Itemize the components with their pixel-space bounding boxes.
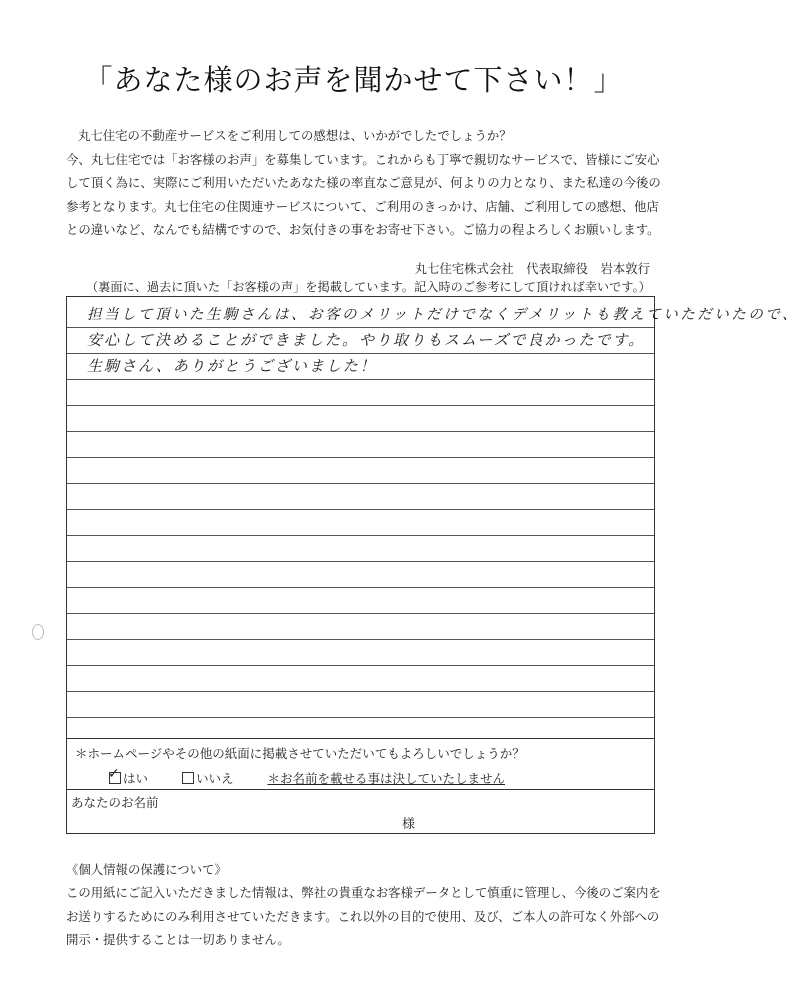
writing-line xyxy=(67,613,654,614)
privacy-title: 《個人情報の保護について》 xyxy=(66,862,227,877)
writing-line xyxy=(67,665,654,666)
writing-line xyxy=(67,561,654,562)
option-no[interactable] xyxy=(182,769,234,787)
option-yes-label: はい xyxy=(123,771,149,786)
privacy-line: 開示・提供することは一切ありません。 xyxy=(66,932,290,947)
intro-line: 丸七住宅の不動産サービスをご利用しての感想は、いかがでしたでしょうか？ xyxy=(78,128,512,143)
handwritten-comment-line[interactable]: 担当して頂いた生駒さんは、お客のメリットだけでなくデメリットも教えていただいたので、 xyxy=(87,307,799,323)
writing-line xyxy=(67,431,654,432)
name-field-label: あなたのお名前 xyxy=(71,795,159,810)
no-checkbox[interactable] xyxy=(182,772,194,784)
writing-line xyxy=(67,353,654,354)
writing-line xyxy=(67,535,654,536)
intro-line: 今、丸七住宅では「お客様のお声」を募集しています。これからも丁寧で親切なサービスで、皆様にご安心 xyxy=(66,151,660,167)
writing-line xyxy=(67,379,654,380)
writing-line xyxy=(67,717,654,718)
intro-line: との違いなど、なんでも結構ですので、お気付きの事をお寄せ下さい。ご協力の程よろしくお願いします。 xyxy=(66,222,660,237)
yes-checkbox[interactable] xyxy=(108,766,121,784)
writing-line xyxy=(67,405,654,406)
writing-line xyxy=(67,587,654,588)
comment-form xyxy=(66,296,799,834)
writing-line xyxy=(67,457,654,458)
name-privacy-note: ＊お名前を載せる事は決していたしません xyxy=(267,771,506,786)
writing-line xyxy=(67,639,654,640)
check-icon: ✓ xyxy=(108,766,120,782)
privacy-line: お送りするためにのみ利用させていただきます。これ以外の目的で使用、及び、ご本人の許可なく外部への xyxy=(66,908,660,924)
binding-hole-mark xyxy=(32,624,44,640)
option-yes[interactable] xyxy=(108,766,149,787)
intro-text xyxy=(66,124,666,242)
page-title: 「あなた様のお声を聞かせて下さい！」 xyxy=(83,63,624,97)
section-divider xyxy=(67,738,654,739)
intro-line: して頂く為に、実際にご利用いただいたあなた様の率直なご意見が、何よりの力となり、また私達の今後の xyxy=(66,175,661,190)
option-no-label: いいえ xyxy=(196,771,234,786)
writing-line xyxy=(67,483,654,484)
writing-line xyxy=(67,327,654,328)
handwritten-comment-line[interactable]: 生駒さん、ありがとうございました！ xyxy=(87,357,377,375)
permission-question: ＊ホームページやその他の紙面に掲載させていただいてもよろしいでしょうか？ xyxy=(75,746,525,761)
signature: 丸七住宅株式会社 代表取締役 岩本敦行 xyxy=(414,261,650,276)
handwritten-comment-line[interactable]: 安心して決めることができました。やり取りもスムーズで良かったです。 xyxy=(87,331,646,349)
writing-line xyxy=(67,509,654,510)
writing-line xyxy=(67,691,654,692)
privacy-line: この用紙にご記入いただきました情報は、弊社の貴重なお客様データとして慎重に管理し、今後のご案内を xyxy=(66,885,661,900)
notice-text: （裏面に、過去に頂いた「お客様の声」を掲載しています。記入時のご参考にして頂ければ幸いです。） xyxy=(86,280,651,294)
intro-line: 参考となります。丸七住宅の住関連サービスについて、ご利用のきっかけ、店舗、ご利用しての感想、他店 xyxy=(66,198,659,214)
permission-options xyxy=(108,766,506,787)
name-suffix: 様 xyxy=(402,817,416,832)
section-divider xyxy=(67,789,654,790)
privacy-text xyxy=(66,881,686,952)
